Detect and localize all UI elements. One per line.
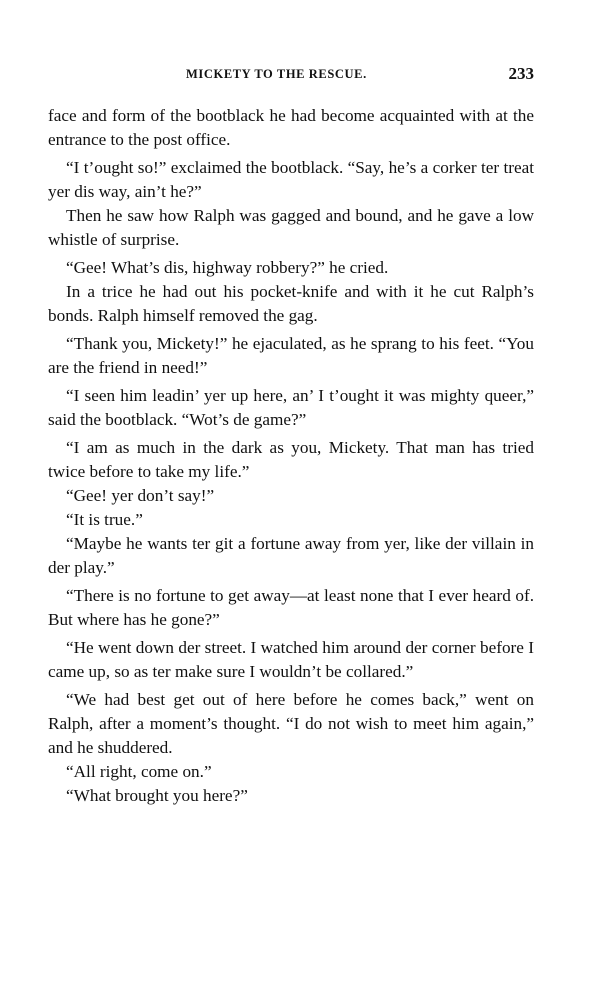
page-body	[48, 104, 534, 808]
paragraph: Then he saw how Ralph was gagged and bound, and he gave a low whistle of surprise.	[48, 206, 534, 249]
paragraph: “I t’ought so!” exclaimed the bootblack. “Say, he’s a corker ter treat yer dis way, ain’t he?”	[48, 158, 534, 201]
running-head	[48, 64, 534, 86]
paragraph: “Gee! What’s dis, highway robbery?” he cried.	[66, 258, 389, 277]
paragraph: In a trice he had out his pocket-knife and with it he cut Ralph’s bonds. Ralph himself removed the gag.	[48, 282, 534, 325]
paragraph: “It is true.”	[66, 510, 143, 529]
paragraph: “All right, come on.”	[66, 762, 212, 781]
paragraph: “I seen him leadin’ yer up here, an’ I t’ought it was mighty queer,” said the bootblack. “Wot’s de game?”	[48, 386, 534, 429]
paragraph: “He went down der street. I watched him around der corner before I came up, so as ter make sure I wouldn’t be collared.”	[48, 638, 534, 681]
paragraph: “We had best get out of here before he comes back,” went on Ralph, after a moment’s thought. “I do not wish to meet him again,” and he shuddered.	[48, 690, 534, 757]
paragraph: “Gee! yer don’t say!”	[66, 486, 215, 505]
paragraph: “Thank you, Mickety!” he ejaculated, as he sprang to his feet. “You are the friend in need!”	[48, 334, 534, 377]
page-number: 233	[508, 64, 534, 83]
paragraph: face and form of the bootblack he had become acquainted with at the entrance to the post office.	[48, 106, 534, 149]
paragraph: “There is no fortune to get away—at least none that I ever heard of. But where has he gone?”	[48, 586, 534, 629]
paragraph: “Maybe he wants ter git a fortune away from yer, like der villain in der play.”	[48, 534, 534, 577]
paragraph: “I am as much in the dark as you, Mickety. That man has tried twice before to take my life.”	[48, 438, 534, 481]
running-title: MICKETY TO THE RESCUE.	[186, 67, 367, 81]
paragraph: “What brought you here?”	[66, 786, 248, 805]
